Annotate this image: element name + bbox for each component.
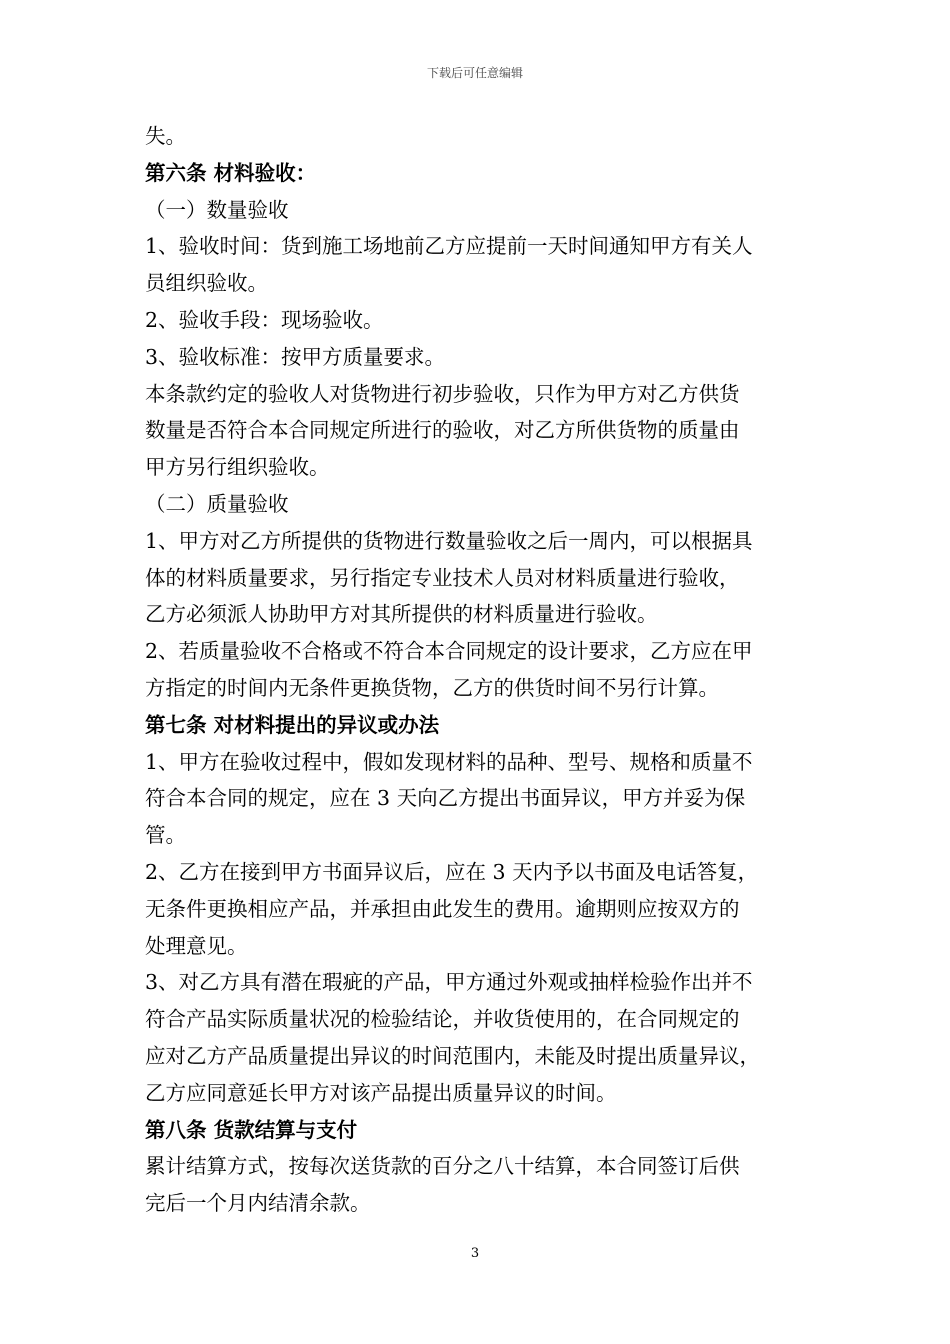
text-line: 本条款约定的验收人对货物进行初步验收，只作为甲方对乙方供货 [145, 381, 740, 406]
text-line: 处理意见。 [145, 933, 248, 958]
text-line: 2、验收手段：现场验收。 [145, 307, 384, 332]
text-line: 乙方应同意延长甲方对该产品提出质量异议的时间。 [145, 1080, 617, 1105]
text-line: 1、验收时间：货到施工场地前乙方应提前一天时间通知甲方有关人 [145, 234, 753, 259]
text-line: （一）数量验收 [145, 197, 289, 222]
text-line: 管。 [145, 823, 186, 848]
section-heading: 第六条 材料验收： [145, 160, 317, 185]
text-line: 符合产品实际质量状况的检验结论，并收货使用的，在合同规定的 [145, 1007, 740, 1032]
page-header: 下载后可任意编辑 [426, 66, 523, 80]
section-heading: 第七条 对材料提出的异议或办法 [145, 712, 440, 737]
page-number: 3 [470, 1246, 480, 1261]
section-heading: 第八条 货款结算与支付 [145, 1117, 358, 1142]
text-line: 3、对乙方具有潜在瑕疵的产品，甲方通过外观或抽样检验作出并不 [145, 970, 753, 995]
text-line: 2、乙方在接到甲方书面异议后，应在 3 天内予以书面及电话答复， [145, 859, 759, 884]
text-line: 体的材料质量要求，另行指定专业技术人员对材料质量进行验收， [145, 565, 740, 590]
text-line: （二）质量验收 [145, 491, 289, 516]
text-line: 无条件更换相应产品，并承担由此发生的费用。逾期则应按双方的 [145, 896, 740, 921]
text-line: 方指定的时间内无条件更换货物，乙方的供货时间不另行计算。 [145, 675, 719, 700]
document-body [145, 118, 825, 1222]
text-line: 失。 [145, 124, 186, 148]
text-line: 乙方必须派人协助甲方对其所提供的材料质量进行验收。 [145, 602, 658, 627]
text-line: 2、若质量验收不合格或不符合本合同规定的设计要求，乙方应在甲 [145, 639, 753, 664]
text-line: 员组织验收。 [145, 271, 268, 296]
text-line: 1、甲方对乙方所提供的货物进行数量验收之后一周内，可以根据具 [145, 528, 753, 553]
text-line: 数量是否符合本合同规定所进行的验收，对乙方所供货物的质量由 [145, 418, 740, 443]
text-line: 完后一个月内结清余款。 [145, 1191, 371, 1216]
text-line: 累计结算方式，按每次送货款的百分之八十结算，本合同签订后供 [145, 1154, 740, 1179]
text-line: 甲方另行组织验收。 [145, 455, 330, 480]
text-line: 3、验收标准：按甲方质量要求。 [145, 344, 446, 369]
text-line: 符合本合同的规定，应在 3 天向乙方提出书面异议，甲方并妥为保 [145, 786, 746, 811]
text-line: 1、甲方在验收过程中，假如发现材料的品种、型号、规格和质量不 [145, 749, 753, 774]
text-line: 应对乙方产品质量提出异议的时间范围内，未能及时提出质量异议， [145, 1043, 760, 1068]
